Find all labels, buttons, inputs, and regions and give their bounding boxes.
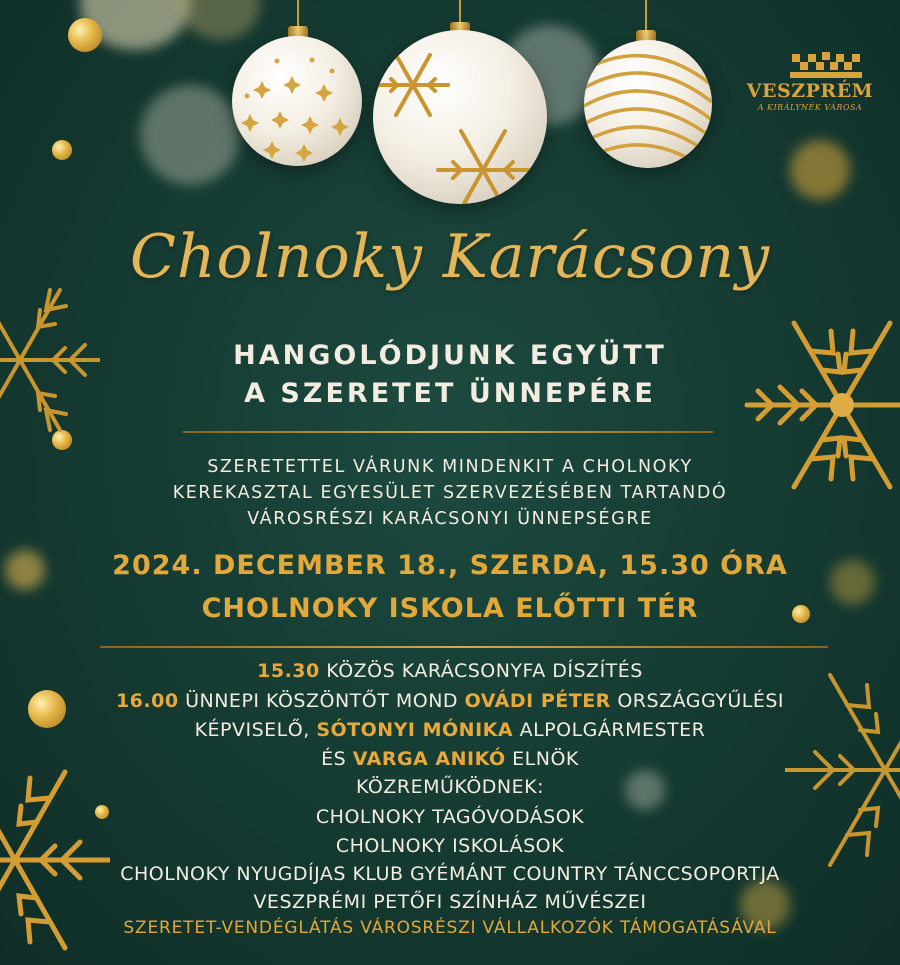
divider: [183, 431, 713, 433]
program-line-7: CHOLNOKY ISKOLÁSOK: [335, 835, 565, 857]
logo-tagline: A KIRÁLYNÉK VÁROSA: [757, 103, 863, 112]
program-text: KÖZÖS KARÁCSONYFA DÍSZÍTÉS: [319, 660, 643, 682]
program-time: 15.30: [257, 660, 320, 682]
program-text: ÜNNEPI KÖSZÖNTŐT MOND: [178, 690, 465, 712]
speaker-name: SÓTONYI MÓNIKA: [316, 719, 514, 741]
ornament-string: [645, 0, 647, 32]
ornament-snowflake-icon: [373, 30, 547, 204]
program-text: KÉPVISELŐ,: [194, 719, 317, 741]
ornament-string: [297, 0, 299, 28]
program-line-2: [0, 690, 900, 712]
divider: [100, 646, 828, 648]
program-line-5: KÖZREMŰKÖDNEK:: [356, 776, 544, 798]
event-location: CHOLNOKY ISKOLA ELŐTTI TÉR: [201, 593, 699, 624]
program-time: 16.00: [115, 690, 179, 712]
speaker-name: OVÁDI PÉTER: [464, 690, 611, 712]
program-line-6: CHOLNOKY TAGÓVODÁSOK: [315, 806, 585, 828]
subtitle-line-1: HANGOLÓDJUNK EGYÜTT: [233, 340, 667, 371]
program-line-1: [0, 660, 900, 682]
logo-name: VESZPRÉM: [746, 80, 874, 102]
invitation-line-3: VÁROSRÉSZI KARÁCSONYI ÜNNEPSÉGRE: [247, 509, 653, 529]
invitation-line-1: SZERETETTEL VÁRUNK MINDENKIT A CHOLNOKY: [207, 457, 693, 477]
bokeh-light: [140, 85, 240, 185]
program-text: ELNÖK: [505, 748, 579, 770]
gold-bead: [52, 140, 72, 160]
ornament-dotted-icon: [232, 36, 362, 166]
event-datetime: 2024. DECEMBER 18., SZERDA, 15.30 ÓRA: [112, 550, 788, 581]
crown-icon: [786, 52, 866, 80]
program-line-9: VESZPRÉMI PETŐFI SZÍNHÁZ MŰVÉSZEI: [253, 891, 647, 913]
program-line-8: CHOLNOKY NYUGDÍJAS KLUB GYÉMÁNT COUNTRY TÁNCCSOPORTJA: [120, 863, 780, 885]
page-title: Cholnoky Karácsony: [129, 222, 771, 292]
invitation-line-2: KEREKASZTAL EGYESÜLET SZERVEZÉSÉBEN TARTANDÓ: [172, 483, 728, 503]
bokeh-light: [180, 0, 260, 40]
ornament-string: [459, 0, 461, 24]
program-text: ÉS: [321, 748, 353, 770]
program-text: ORSZÁGGYŰLÉSI: [610, 690, 785, 712]
subtitle-line-2: A SZERETET ÜNNEPÉRE: [244, 378, 656, 409]
ornament-striped-icon: [584, 40, 712, 168]
footer-sponsor: SZERETET-VENDÉGLÁTÁS VÁROSRÉSZI VÁLLALKOZÓK TÁMOGATÁSÁVAL: [123, 918, 777, 938]
bokeh-light: [790, 140, 850, 200]
program-line-3: [0, 719, 900, 741]
speaker-name: VARGA ANIKÓ: [352, 748, 506, 770]
program-text: ALPOLGÁRMESTER: [513, 719, 706, 741]
gold-bead: [68, 18, 102, 52]
